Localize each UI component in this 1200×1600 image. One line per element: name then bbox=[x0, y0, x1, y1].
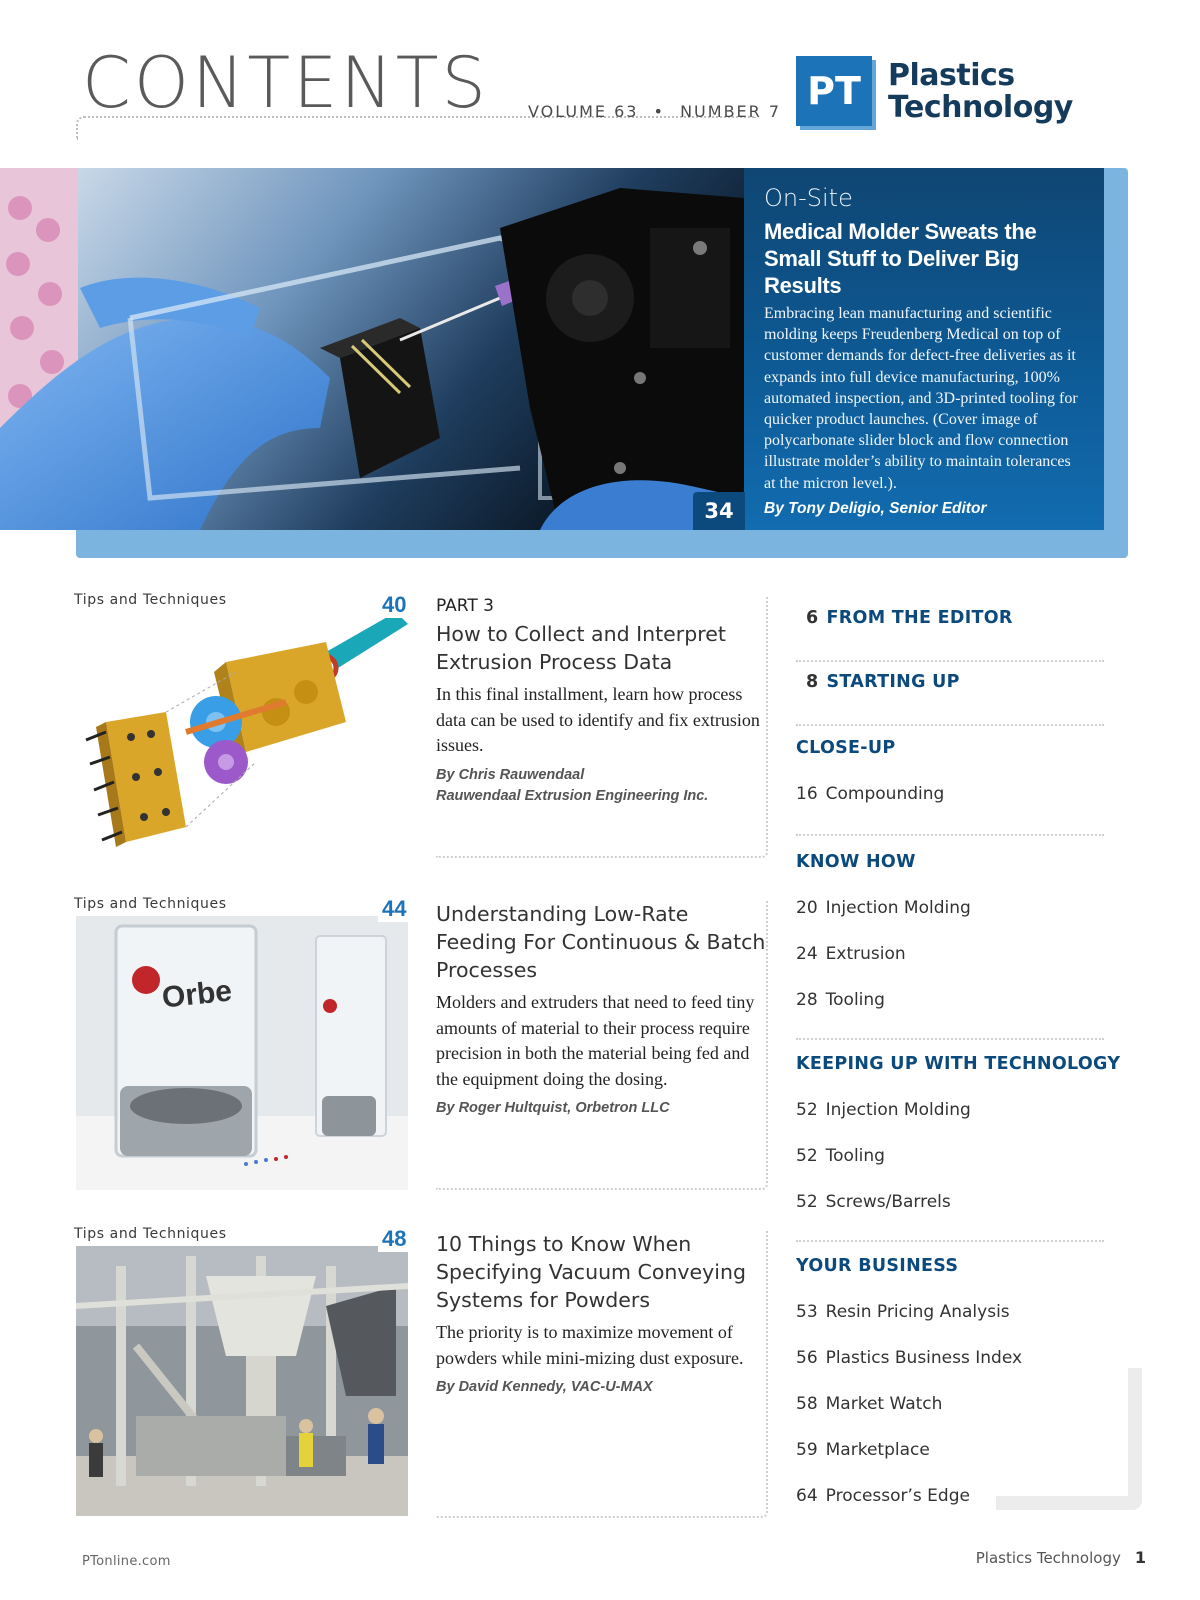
toc-heading-know-how: KNOW HOW bbox=[796, 852, 916, 872]
toc-label: Market Watch bbox=[825, 1394, 943, 1414]
number-label: NUMBER 7 bbox=[680, 102, 782, 121]
toc-from-the-editor[interactable] bbox=[806, 608, 1013, 628]
article-2-section-label: Tips and Techniques bbox=[74, 896, 235, 912]
article-1-thumbnail[interactable] bbox=[76, 612, 408, 860]
toc-page-number: 24 bbox=[796, 944, 818, 964]
toc-item[interactable] bbox=[796, 1394, 942, 1414]
hero-kicker: On-Site bbox=[764, 184, 853, 212]
footer-folio bbox=[976, 1548, 1146, 1567]
toc-label: Tooling bbox=[825, 1146, 885, 1166]
toc-page-number: 52 bbox=[796, 1192, 818, 1212]
feeder-cylinders-photo bbox=[76, 916, 408, 1190]
article-3[interactable] bbox=[436, 1230, 768, 1398]
article-2-page-number[interactable]: 44 bbox=[378, 896, 410, 922]
toc-item[interactable] bbox=[796, 784, 944, 804]
pt-logo-icon: PT bbox=[796, 56, 872, 126]
hero-dek: Embracing lean manufacturing and scientific molding keeps Freudenberg Medical on top of customer demands for defect-free deliveries as it expands into full device manufacturing, 100% automated inspection, and 3D-printed tooling for quicker product launches. (Cover image of polycarbonate slider block and flow connection illustrate molder’s ability to maintain tolerances at the micron level.). bbox=[764, 305, 1078, 492]
toc-page-number: 20 bbox=[796, 898, 818, 918]
article-1-dek: In this final installment, learn how process data can be used to identify and fix extrusion issues. bbox=[436, 684, 760, 755]
toc-label: Extrusion bbox=[825, 944, 906, 964]
toc-page-number: 56 bbox=[796, 1348, 818, 1368]
page-title: CONTENTS bbox=[82, 42, 489, 124]
toc-page-number: 59 bbox=[796, 1440, 818, 1460]
toc-page-number: 52 bbox=[796, 1146, 818, 1166]
article-1[interactable] bbox=[436, 596, 768, 807]
gear-pump-illustration bbox=[76, 612, 408, 860]
toc-label: Injection Molding bbox=[825, 898, 971, 918]
toc-label: Resin Pricing Analysis bbox=[825, 1302, 1010, 1322]
toc-item[interactable] bbox=[796, 990, 885, 1010]
article-2-title[interactable]: Understanding Low-Rate Feeding For Continuous & Batch Processes bbox=[436, 902, 766, 982]
article-3-page-number[interactable]: 48 bbox=[378, 1226, 410, 1252]
toc-heading-close-up: CLOSE-UP bbox=[796, 738, 896, 758]
toc-label: Injection Molding bbox=[825, 1100, 971, 1120]
toc-heading-keeping-up: KEEPING UP WITH TECHNOLOGY bbox=[796, 1054, 1121, 1074]
toc-label: Compounding bbox=[825, 784, 945, 804]
hero-byline: By Tony Deligio, Senior Editor bbox=[764, 500, 987, 517]
article-2-byline: By Roger Hultquist, Orbetron LLC bbox=[436, 1100, 670, 1116]
issue-info bbox=[528, 102, 781, 121]
toc-label: Screws/Barrels bbox=[825, 1192, 951, 1212]
logo-word-plastics: Plastics bbox=[888, 58, 1015, 93]
toc-item[interactable] bbox=[796, 1486, 970, 1506]
article-1-kicker: PART 3 bbox=[436, 596, 494, 616]
hero-illustration bbox=[0, 168, 744, 530]
article-1-title[interactable]: How to Collect and Interpret Extrusion Process Data bbox=[436, 622, 726, 674]
article-2-thumbnail[interactable] bbox=[76, 916, 408, 1190]
toc-label: Processor’s Edge bbox=[825, 1486, 970, 1506]
toc-item[interactable] bbox=[796, 1302, 1010, 1322]
toc-item[interactable] bbox=[796, 1440, 930, 1460]
hero-photo[interactable] bbox=[0, 168, 744, 530]
article-3-dek: The priority is to maximize movement of powders while mini-mizing dust exposure. bbox=[436, 1322, 744, 1368]
article-1-affiliation: Rauwendaal Extrusion Engineering Inc. bbox=[436, 787, 709, 804]
footer-website[interactable]: PTonline.com bbox=[82, 1554, 171, 1569]
toc-label: STARTING UP bbox=[826, 672, 960, 692]
article-2[interactable] bbox=[436, 900, 768, 1119]
magazine-logo bbox=[888, 60, 1073, 124]
hero-headline[interactable]: Medical Molder Sweats the Small Stuff to Deliver Big Results bbox=[764, 219, 1037, 298]
toc-item[interactable] bbox=[796, 1146, 885, 1166]
toc-label: Plastics Business Index bbox=[825, 1348, 1023, 1368]
article-1-byline: By Chris Rauwendaal bbox=[436, 766, 585, 783]
article-3-title[interactable]: 10 Things to Know When Specifying Vacuum Conveying Systems for Powders bbox=[436, 1232, 746, 1312]
toc-divider bbox=[796, 660, 1104, 662]
logo-word-technology: Technology bbox=[888, 90, 1073, 125]
toc-page-number: 58 bbox=[796, 1394, 818, 1414]
orbetron-brand-text: Orbe bbox=[160, 974, 234, 1015]
article-3-byline: By David Kennedy, VAC-U-MAX bbox=[436, 1379, 653, 1395]
toc-page-number: 28 bbox=[796, 990, 818, 1010]
toc-page-number: 16 bbox=[796, 784, 818, 804]
footer-magazine-name: Plastics Technology bbox=[975, 1549, 1121, 1567]
page-curl-decoration bbox=[996, 1368, 1142, 1510]
toc-item[interactable] bbox=[796, 1348, 1022, 1368]
toc-page-number: 53 bbox=[796, 1302, 818, 1322]
toc-item[interactable] bbox=[796, 1100, 971, 1120]
toc-label: FROM THE EDITOR bbox=[826, 608, 1013, 628]
hero-story-panel[interactable] bbox=[744, 168, 1104, 530]
article-3-thumbnail[interactable] bbox=[76, 1246, 408, 1516]
toc-label: Marketplace bbox=[825, 1440, 930, 1460]
toc-divider bbox=[796, 834, 1104, 836]
toc-page-number: 64 bbox=[796, 1486, 818, 1506]
toc-page-number: 52 bbox=[796, 1100, 818, 1120]
vacuum-conveying-plant-photo bbox=[76, 1246, 408, 1516]
hero-page-number[interactable]: 34 bbox=[693, 492, 745, 530]
toc-page-number: 8 bbox=[806, 672, 819, 692]
toc-label: Tooling bbox=[825, 990, 885, 1010]
toc-divider bbox=[796, 1240, 1104, 1242]
toc-heading-your-business: YOUR BUSINESS bbox=[796, 1256, 959, 1276]
article-1-section-label: Tips and Techniques bbox=[74, 592, 235, 608]
footer-page-number: 1 bbox=[1134, 1548, 1146, 1567]
toc-divider bbox=[796, 724, 1104, 726]
article-1-page-number[interactable]: 40 bbox=[378, 592, 410, 618]
issue-separator: • bbox=[653, 102, 665, 121]
article-2-dek: Molders and extruders that need to feed tiny amounts of material to their process require precision in both the material being fed and the equipment doing the dosing. bbox=[436, 992, 755, 1089]
toc-page-number: 6 bbox=[806, 608, 819, 628]
toc-item[interactable] bbox=[796, 898, 971, 918]
toc-divider bbox=[796, 1038, 1104, 1040]
toc-item[interactable] bbox=[796, 944, 906, 964]
volume-label: VOLUME 63 bbox=[528, 102, 639, 121]
toc-item[interactable] bbox=[796, 1192, 951, 1212]
article-3-section-label: Tips and Techniques bbox=[74, 1226, 235, 1242]
toc-starting-up[interactable] bbox=[806, 672, 960, 692]
